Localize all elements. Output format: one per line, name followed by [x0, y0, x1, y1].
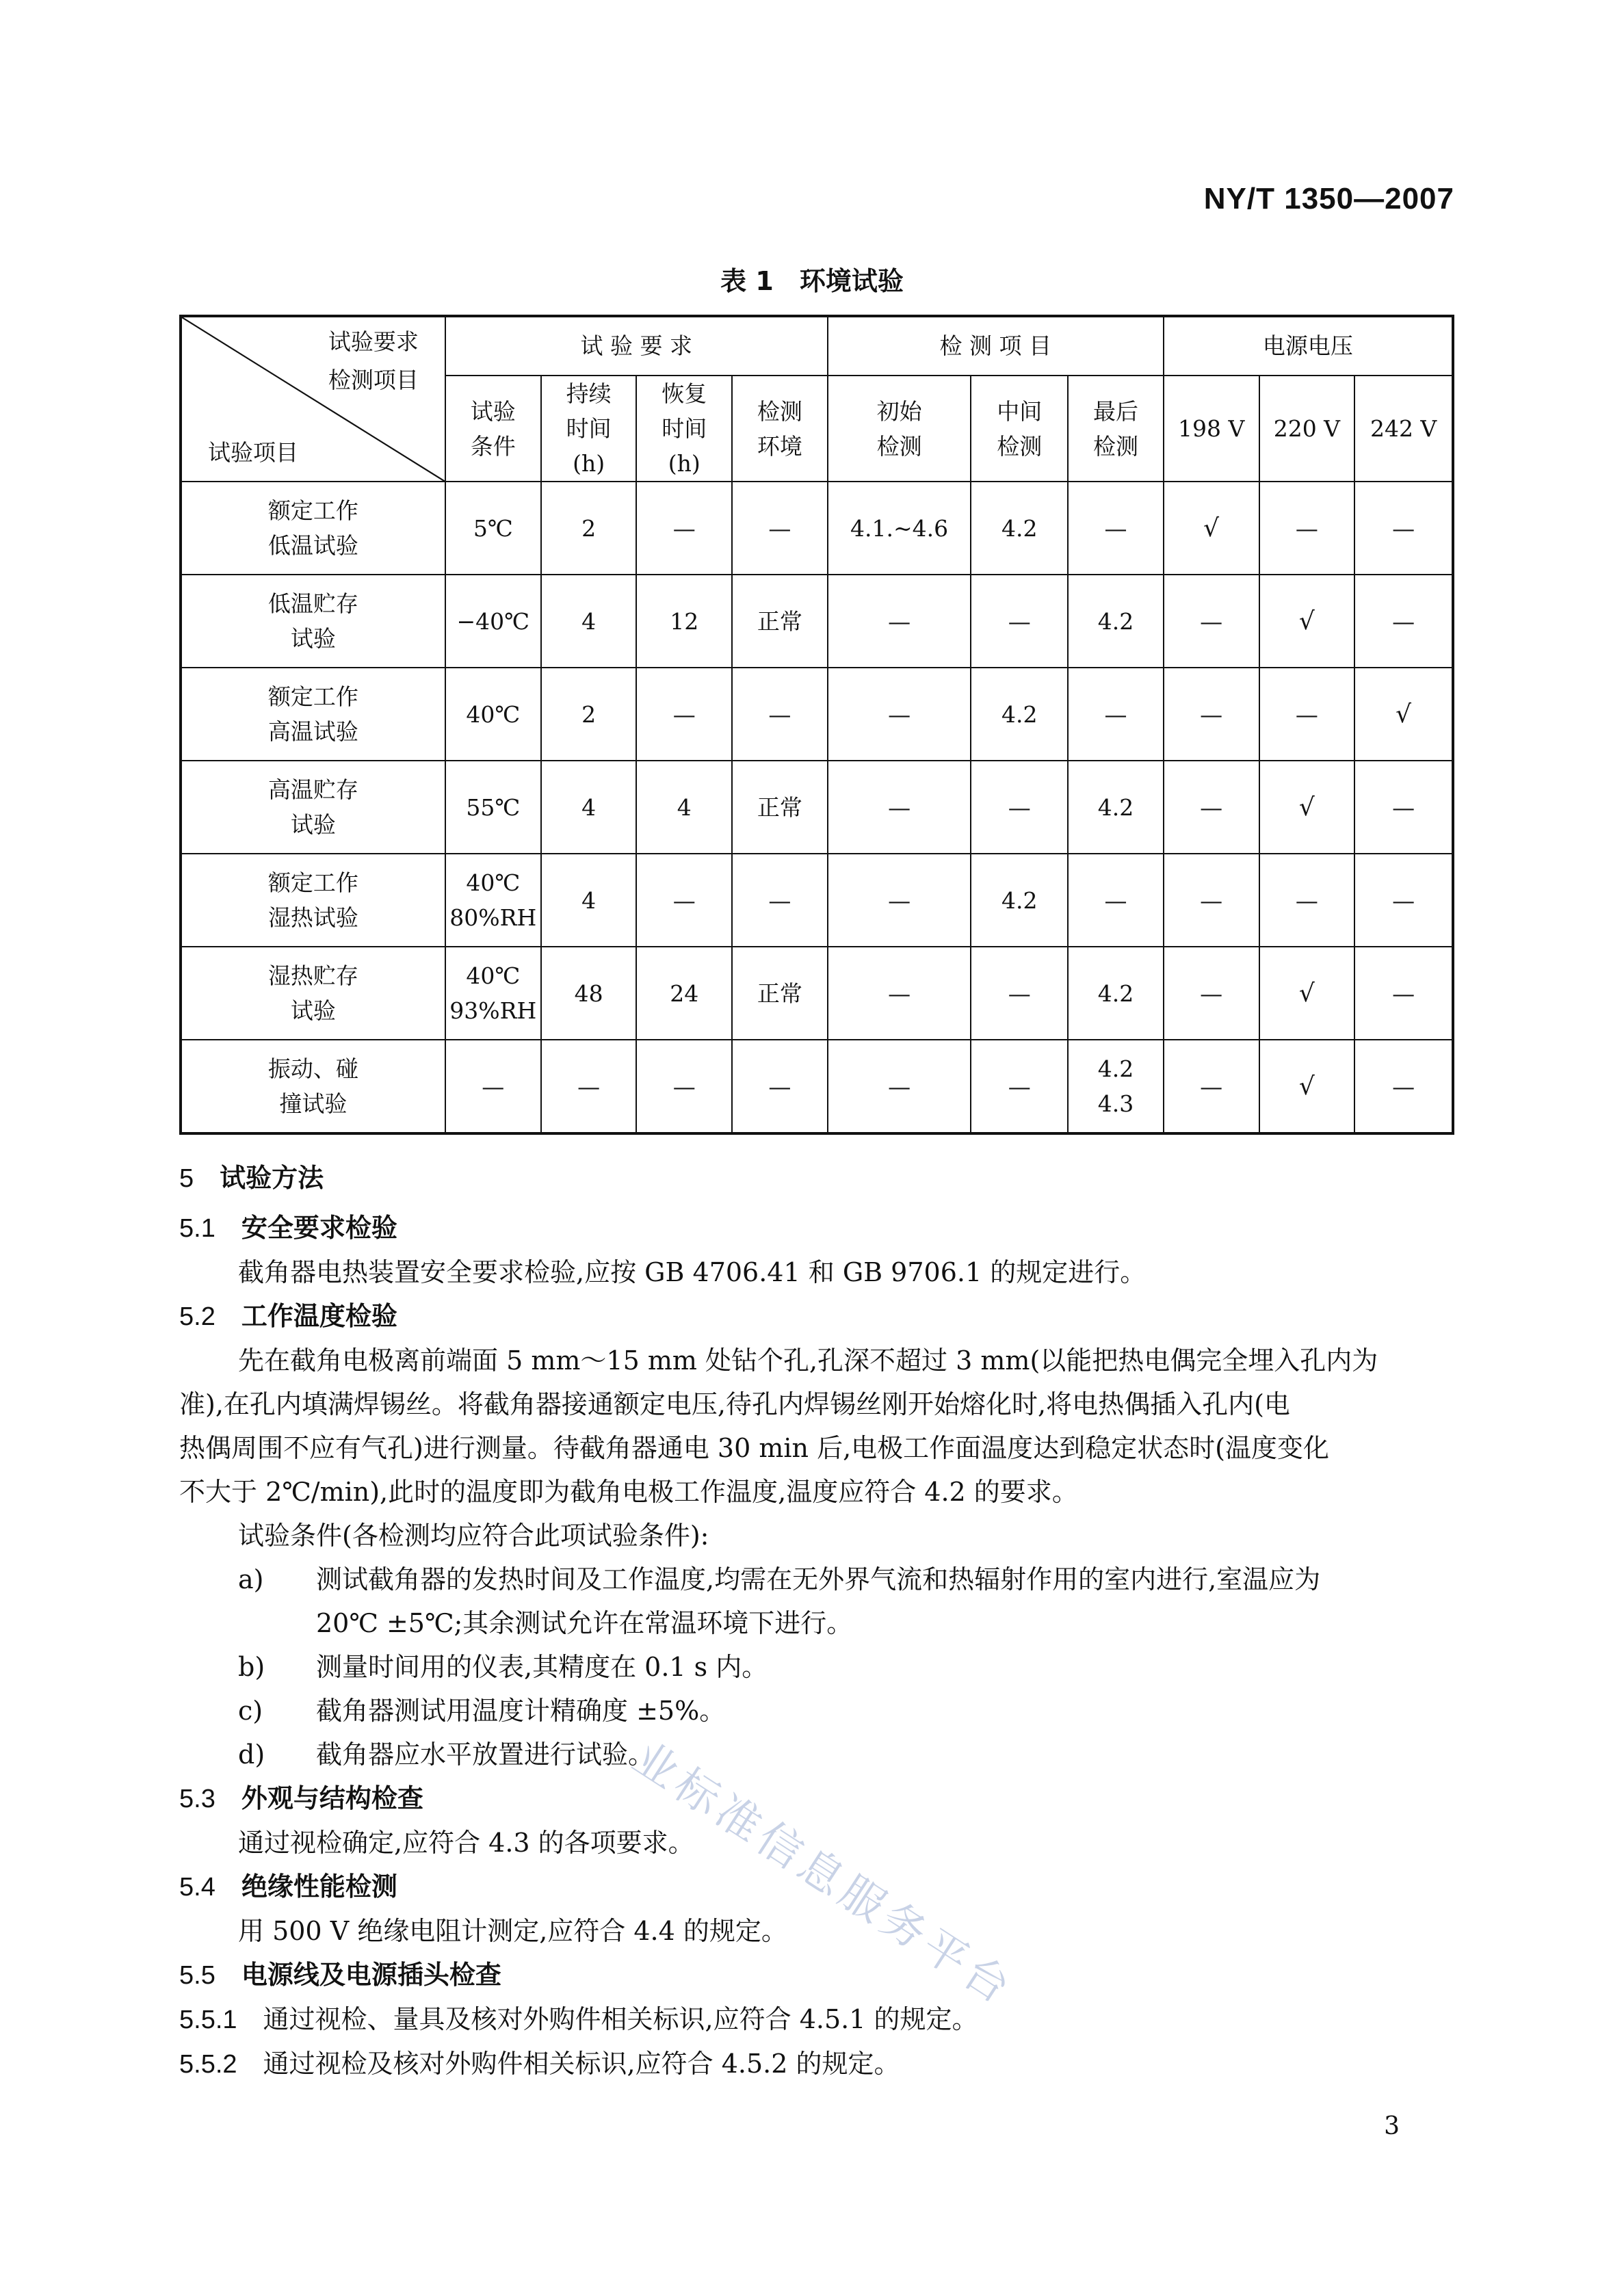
section-5-2-para-line2: 准),在孔内填满焊锡丝。将截角器接通额定电压,待孔内焊锡丝刚开始熔化时,将电热偶插入孔内(电 — [179, 1389, 1290, 1419]
header-initial: 初始 检测 — [828, 376, 971, 482]
section-title: 试验方法 — [220, 1163, 324, 1193]
section-number: 5.1 — [179, 1214, 215, 1243]
section-5-heading — [179, 1156, 1452, 1200]
list-item-b — [179, 1645, 1452, 1689]
cell-v242: — — [1354, 575, 1453, 668]
page-number: 3 — [1384, 2112, 1400, 2140]
header-requirements: 试 验 要 求 — [445, 316, 828, 376]
section-number: 5.4 — [179, 1873, 215, 1902]
list-label: a) — [238, 1564, 264, 1594]
section-5-2-heading — [179, 1294, 1452, 1339]
cell-v198: — — [1164, 668, 1259, 761]
section-5-1-heading — [179, 1206, 1452, 1250]
header-242v: 242 V — [1354, 376, 1453, 482]
cell-v198: — — [1164, 1040, 1259, 1133]
header-final: 最后 检测 — [1068, 376, 1164, 482]
list-text: 截角器应水平放置进行试验。 — [316, 1739, 655, 1770]
cell-final: 4.2 4.3 — [1068, 1040, 1164, 1133]
cell-condition: 55℃ — [445, 761, 541, 854]
header-220v: 220 V — [1259, 376, 1355, 482]
list-item-a — [179, 1558, 1452, 1601]
cell-v220: — — [1259, 854, 1355, 947]
cell-condition: −40℃ — [445, 575, 541, 668]
cell-item: 额定工作 高温试验 — [181, 668, 445, 761]
section-body — [179, 1156, 1452, 2086]
header-198v: 198 V — [1164, 376, 1259, 482]
diagonal-header-cell — [181, 316, 445, 482]
cell-environment: 正常 — [732, 947, 828, 1040]
section-title: 安全要求检验 — [241, 1213, 397, 1243]
header-middle: 中间 检测 — [971, 376, 1068, 482]
cell-middle: 4.2 — [971, 668, 1068, 761]
table-title: 表 1 环境试验 — [720, 266, 904, 296]
cell-condition: — — [445, 1040, 541, 1133]
section-number: 5.5 — [179, 1961, 215, 1990]
list-item-d — [179, 1733, 1452, 1776]
header-condition: 试验 条件 — [445, 376, 541, 482]
cell-duration: 2 — [541, 482, 637, 575]
section-number: 5.5.1 — [179, 2006, 237, 2034]
header-detection: 检 测 项 目 — [828, 316, 1164, 376]
cell-middle: — — [971, 575, 1068, 668]
cell-v198: √ — [1164, 482, 1259, 575]
cell-final: — — [1068, 668, 1164, 761]
cell-v242: √ — [1354, 668, 1453, 761]
table-row — [181, 1040, 1453, 1133]
cell-duration: 2 — [541, 668, 637, 761]
section-5-3-text: 通过视检确定,应符合 4.3 的各项要求。 — [238, 1828, 694, 1858]
cell-condition: 5℃ — [445, 482, 541, 575]
cell-recovery: 4 — [636, 761, 732, 854]
cell-environment: 正常 — [732, 761, 828, 854]
cell-final: — — [1068, 854, 1164, 947]
section-5-2-para-line3: 热偶周围不应有气孔)进行测量。待截角器通电 30 min 后,电极工作面温度达到稳定状态时(温度变化 — [179, 1433, 1329, 1463]
cell-duration: 4 — [541, 761, 637, 854]
table-row — [181, 854, 1453, 947]
list-text: 测量时间用的仪表,其精度在 0.1 s 内。 — [316, 1652, 768, 1682]
cell-item: 湿热贮存 试验 — [181, 947, 445, 1040]
table-row — [181, 761, 1453, 854]
cell-middle: — — [971, 761, 1068, 854]
header-recovery: 恢复 时间 (h) — [636, 376, 732, 482]
cell-duration: — — [541, 1040, 637, 1133]
list-item-c — [179, 1689, 1452, 1733]
list-text: 测试截角器的发热时间及工作温度,均需在无外界气流和热辐射作用的室内进行,室温应为 — [316, 1564, 1321, 1594]
cell-condition: 40℃ 93%RH — [445, 947, 541, 1040]
cell-condition: 40℃ — [445, 668, 541, 761]
watermark: 业标准信息服务平台 — [623, 1732, 1023, 2016]
cell-middle: 4.2 — [971, 854, 1068, 947]
list-label: c) — [238, 1696, 263, 1726]
cell-v198: — — [1164, 854, 1259, 947]
list-item-a-cont: 20℃ ±5℃;其余测试允许在常温环境下进行。 — [316, 1608, 853, 1638]
section-5-1-text: 截角器电热装置安全要求检验,应按 GB 4706.41 和 GB 9706.1 的规定进行。 — [238, 1257, 1147, 1287]
section-title: 工作温度检验 — [241, 1301, 397, 1331]
diag-label-requirements: 试验要求 — [328, 328, 419, 355]
cell-v220: √ — [1259, 575, 1355, 668]
section-text: 通过视检及核对外购件相关标识,应符合 4.5.2 的规定。 — [263, 2049, 900, 2079]
section-number: 5.2 — [179, 1302, 215, 1331]
cell-v220: √ — [1259, 947, 1355, 1040]
section-5-2-para-line1: 先在截角电极离前端面 5 mm～15 mm 处钻个孔,孔深不超过 3 mm(以能把热电偶完全埋入孔内为 — [238, 1345, 1378, 1376]
section-title: 绝缘性能检测 — [241, 1871, 397, 1902]
test-conditions-intro: 试验条件(各检测均应符合此项试验条件): — [238, 1521, 709, 1551]
cell-v242: — — [1354, 1040, 1453, 1133]
list-label: d) — [238, 1739, 265, 1770]
section-number: 5 — [179, 1164, 194, 1193]
cell-environment: 正常 — [732, 575, 828, 668]
environment-test-table — [179, 315, 1454, 1135]
cell-v220: — — [1259, 482, 1355, 575]
list-text: 截角器测试用温度计精确度 ±5%。 — [316, 1696, 726, 1726]
table-row — [181, 575, 1453, 668]
section-title: 外观与结构检查 — [241, 1783, 423, 1813]
cell-environment: — — [732, 668, 828, 761]
list-label: b) — [238, 1652, 265, 1682]
section-5-5-1 — [179, 1997, 1452, 2042]
section-5-5-heading — [179, 1953, 1452, 1997]
cell-v198: — — [1164, 761, 1259, 854]
cell-v220: √ — [1259, 761, 1355, 854]
cell-item: 低温贮存 试验 — [181, 575, 445, 668]
cell-recovery: — — [636, 482, 732, 575]
cell-item: 高温贮存 试验 — [181, 761, 445, 854]
table-row — [181, 668, 1453, 761]
header-environment: 检测 环境 — [732, 376, 828, 482]
cell-environment: — — [732, 1040, 828, 1133]
cell-recovery: 24 — [636, 947, 732, 1040]
cell-condition: 40℃ 80%RH — [445, 854, 541, 947]
cell-recovery: 12 — [636, 575, 732, 668]
table-body — [181, 482, 1453, 1133]
cell-duration: 48 — [541, 947, 637, 1040]
cell-initial: — — [828, 761, 971, 854]
cell-duration: 4 — [541, 575, 637, 668]
section-number: 5.3 — [179, 1785, 215, 1813]
cell-final: 4.2 — [1068, 947, 1164, 1040]
header-voltage: 电源电压 — [1164, 316, 1453, 376]
cell-final: 4.2 — [1068, 575, 1164, 668]
cell-middle: — — [971, 1040, 1068, 1133]
section-5-2-para-line4: 不大于 2℃/min),此时的温度即为截角电极工作温度,温度应符合 4.2 的要求。 — [179, 1477, 1078, 1507]
cell-final: 4.2 — [1068, 761, 1164, 854]
cell-v242: — — [1354, 761, 1453, 854]
section-number: 5.5.2 — [179, 2050, 237, 2079]
cell-v242: — — [1354, 482, 1453, 575]
cell-initial: — — [828, 947, 971, 1040]
section-5-4-text: 用 500 V 绝缘电阻计测定,应符合 4.4 的规定。 — [238, 1916, 787, 1946]
standard-code: NY/T 1350—2007 — [1203, 182, 1454, 215]
cell-final: — — [1068, 482, 1164, 575]
diag-label-test-item: 试验项目 — [208, 439, 298, 467]
cell-v198: — — [1164, 947, 1259, 1040]
cell-v220: — — [1259, 668, 1355, 761]
cell-v220: √ — [1259, 1040, 1355, 1133]
section-title: 电源线及电源插头检查 — [241, 1960, 501, 1990]
table-row — [181, 482, 1453, 575]
table-row — [181, 947, 1453, 1040]
cell-middle: 4.2 — [971, 482, 1068, 575]
cell-middle: — — [971, 947, 1068, 1040]
header-duration: 持续 时间 (h) — [541, 376, 637, 482]
cell-recovery: — — [636, 854, 732, 947]
cell-environment: — — [732, 854, 828, 947]
diag-label-detection: 检测项目 — [328, 367, 419, 393]
cell-initial: — — [828, 668, 971, 761]
section-5-5-2 — [179, 2042, 1452, 2086]
section-5-3-heading — [179, 1776, 1452, 1821]
cell-duration: 4 — [541, 854, 637, 947]
cell-v242: — — [1354, 947, 1453, 1040]
cell-initial: — — [828, 1040, 971, 1133]
cell-item: 振动、碰 撞试验 — [181, 1040, 445, 1133]
cell-item: 额定工作 湿热试验 — [181, 854, 445, 947]
section-text: 通过视检、量具及核对外购件相关标识,应符合 4.5.1 的规定。 — [263, 2004, 978, 2034]
cell-v198: — — [1164, 575, 1259, 668]
cell-v242: — — [1354, 854, 1453, 947]
cell-initial: 4.1.~4.6 — [828, 482, 971, 575]
table-header-row — [181, 316, 1453, 376]
cell-environment: — — [732, 482, 828, 575]
cell-recovery: — — [636, 1040, 732, 1133]
cell-initial: — — [828, 854, 971, 947]
cell-recovery: — — [636, 668, 732, 761]
cell-item: 额定工作 低温试验 — [181, 482, 445, 575]
cell-initial: — — [828, 575, 971, 668]
